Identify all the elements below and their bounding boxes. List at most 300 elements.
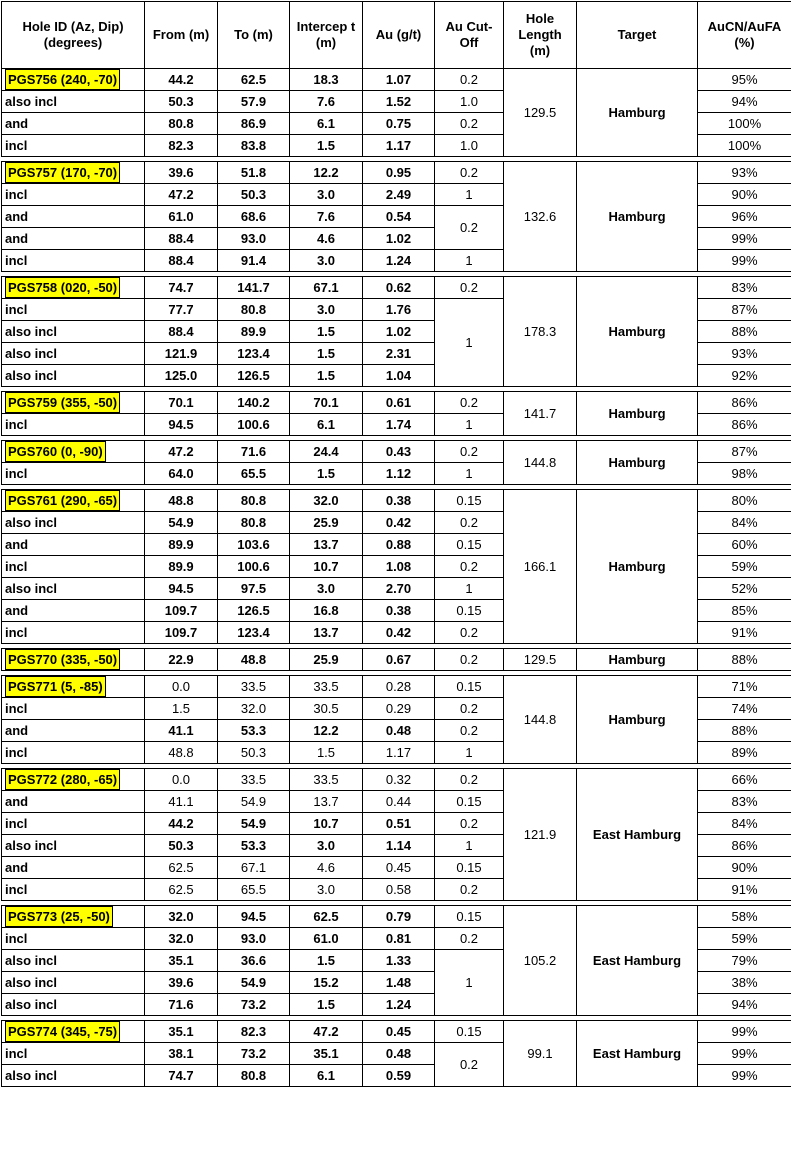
- interval-label: incl: [5, 931, 27, 946]
- intercept-cell: 1.5: [290, 365, 363, 387]
- to-cell: 100.6: [218, 414, 290, 436]
- au-cell: 0.81: [363, 928, 435, 950]
- interval-label-cell: [2, 1043, 145, 1065]
- au-cell: 1.48: [363, 972, 435, 994]
- au-cell: 1.52: [363, 91, 435, 113]
- hole-length-cell: 132.6: [504, 162, 577, 272]
- to-cell: 36.6: [218, 950, 290, 972]
- aucn-aufa-cell: 86%: [698, 835, 791, 857]
- au-cell: 1.17: [363, 742, 435, 764]
- aucn-aufa-cell: 89%: [698, 742, 791, 764]
- interval-label: also incl: [5, 953, 57, 968]
- aucn-aufa-cell: 99%: [698, 1021, 791, 1043]
- interval-label: incl: [5, 882, 27, 897]
- interval-label: and: [5, 603, 28, 618]
- to-cell: 93.0: [218, 928, 290, 950]
- from-cell: 109.7: [145, 600, 218, 622]
- au-cell: 1.07: [363, 69, 435, 91]
- au-cutoff-cell: 0.2: [435, 162, 504, 184]
- intercept-cell: 3.0: [290, 299, 363, 321]
- au-cutoff-cell: 1: [435, 578, 504, 600]
- interval-label: also incl: [5, 368, 57, 383]
- from-cell: 89.9: [145, 534, 218, 556]
- header-aucn-aufa: AuCN/AuFA (%): [698, 2, 791, 69]
- hole-length-cell: 178.3: [504, 277, 577, 387]
- header-to: To (m): [218, 2, 290, 69]
- from-cell: 74.7: [145, 277, 218, 299]
- hole-id-cell: [2, 441, 145, 463]
- to-cell: 67.1: [218, 857, 290, 879]
- table-row: [2, 649, 791, 671]
- intercept-cell: 6.1: [290, 113, 363, 135]
- interval-label: incl: [5, 625, 27, 640]
- from-cell: 38.1: [145, 1043, 218, 1065]
- from-cell: 32.0: [145, 906, 218, 928]
- intercept-cell: 25.9: [290, 512, 363, 534]
- intercept-cell: 70.1: [290, 392, 363, 414]
- au-cutoff-cell: 1: [435, 184, 504, 206]
- au-cutoff-cell: 1: [435, 414, 504, 436]
- header-row: [2, 2, 791, 69]
- to-cell: 94.5: [218, 906, 290, 928]
- to-cell: 73.2: [218, 1043, 290, 1065]
- au-cell: 0.51: [363, 813, 435, 835]
- interval-label: also incl: [5, 324, 57, 339]
- interval-label-cell: [2, 742, 145, 764]
- intercept-cell: 67.1: [290, 277, 363, 299]
- au-cell: 2.49: [363, 184, 435, 206]
- aucn-aufa-cell: 91%: [698, 879, 791, 901]
- from-cell: 35.1: [145, 1021, 218, 1043]
- from-cell: 62.5: [145, 857, 218, 879]
- interval-label-cell: [2, 879, 145, 901]
- from-cell: 77.7: [145, 299, 218, 321]
- interval-label: incl: [5, 253, 27, 268]
- intercept-cell: 1.5: [290, 321, 363, 343]
- au-cell: 0.43: [363, 441, 435, 463]
- interval-label-cell: [2, 365, 145, 387]
- table-body: [2, 69, 791, 1087]
- intercept-cell: 3.0: [290, 835, 363, 857]
- aucn-aufa-cell: 88%: [698, 720, 791, 742]
- to-cell: 80.8: [218, 299, 290, 321]
- interval-label-cell: [2, 600, 145, 622]
- to-cell: 86.9: [218, 113, 290, 135]
- au-cutoff-cell: 0.2: [435, 720, 504, 742]
- hole-id-label: PGS758 (020, -50): [5, 277, 120, 298]
- interval-label-cell: [2, 813, 145, 835]
- au-cutoff-cell: 0.15: [435, 534, 504, 556]
- table-row: [2, 441, 791, 463]
- header-intercept: Intercep t (m): [290, 2, 363, 69]
- to-cell: 48.8: [218, 649, 290, 671]
- intercept-cell: 33.5: [290, 769, 363, 791]
- to-cell: 89.9: [218, 321, 290, 343]
- to-cell: 54.9: [218, 972, 290, 994]
- hole-id-label: PGS773 (25, -50): [5, 906, 113, 927]
- to-cell: 54.9: [218, 813, 290, 835]
- au-cell: 0.58: [363, 879, 435, 901]
- to-cell: 103.6: [218, 534, 290, 556]
- intercept-cell: 4.6: [290, 228, 363, 250]
- aucn-aufa-cell: 83%: [698, 791, 791, 813]
- hole-length-cell: 144.8: [504, 676, 577, 764]
- interval-label: and: [5, 231, 28, 246]
- au-cutoff-cell: 1: [435, 835, 504, 857]
- intercept-cell: 3.0: [290, 184, 363, 206]
- from-cell: 50.3: [145, 91, 218, 113]
- au-cell: 0.48: [363, 1043, 435, 1065]
- from-cell: 39.6: [145, 972, 218, 994]
- aucn-aufa-cell: 66%: [698, 769, 791, 791]
- au-cutoff-cell: 0.2: [435, 622, 504, 644]
- interval-label-cell: [2, 113, 145, 135]
- interval-label: and: [5, 209, 28, 224]
- au-cutoff-cell: 0.2: [435, 928, 504, 950]
- hole-length-cell: 129.5: [504, 649, 577, 671]
- to-cell: 65.5: [218, 879, 290, 901]
- interval-label: incl: [5, 417, 27, 432]
- table-header: [2, 2, 791, 69]
- au-cell: 1.12: [363, 463, 435, 485]
- from-cell: 22.9: [145, 649, 218, 671]
- aucn-aufa-cell: 84%: [698, 512, 791, 534]
- intercept-cell: 25.9: [290, 649, 363, 671]
- to-cell: 33.5: [218, 676, 290, 698]
- aucn-aufa-cell: 83%: [698, 277, 791, 299]
- to-cell: 80.8: [218, 490, 290, 512]
- au-cell: 0.38: [363, 490, 435, 512]
- aucn-aufa-cell: 99%: [698, 228, 791, 250]
- interval-label-cell: [2, 184, 145, 206]
- intercept-cell: 12.2: [290, 162, 363, 184]
- au-cutoff-cell: 0.2: [435, 206, 504, 250]
- au-cell: 1.14: [363, 835, 435, 857]
- au-cell: 2.70: [363, 578, 435, 600]
- au-cutoff-cell: 0.2: [435, 556, 504, 578]
- intercept-cell: 35.1: [290, 1043, 363, 1065]
- to-cell: 83.8: [218, 135, 290, 157]
- aucn-aufa-cell: 85%: [698, 600, 791, 622]
- target-cell: East Hamburg: [577, 769, 698, 901]
- hole-id-cell: [2, 906, 145, 928]
- au-cell: 1.24: [363, 250, 435, 272]
- from-cell: 94.5: [145, 414, 218, 436]
- hole-id-label: PGS761 (290, -65): [5, 490, 120, 511]
- au-cell: 0.67: [363, 649, 435, 671]
- intercept-cell: 33.5: [290, 676, 363, 698]
- intercept-cell: 13.7: [290, 791, 363, 813]
- header-hole-length: Hole Length (m): [504, 2, 577, 69]
- from-cell: 121.9: [145, 343, 218, 365]
- intercept-cell: 15.2: [290, 972, 363, 994]
- intercept-cell: 6.1: [290, 414, 363, 436]
- to-cell: 123.4: [218, 343, 290, 365]
- to-cell: 80.8: [218, 1065, 290, 1087]
- au-cutoff-cell: 1: [435, 950, 504, 1016]
- au-cell: 1.02: [363, 321, 435, 343]
- intercept-cell: 10.7: [290, 813, 363, 835]
- intercept-cell: 61.0: [290, 928, 363, 950]
- aucn-aufa-cell: 74%: [698, 698, 791, 720]
- interval-label-cell: [2, 928, 145, 950]
- header-au-cutoff: Au Cut-Off: [435, 2, 504, 69]
- interval-label: incl: [5, 701, 27, 716]
- to-cell: 68.6: [218, 206, 290, 228]
- table-row: [2, 490, 791, 512]
- au-cell: 1.02: [363, 228, 435, 250]
- to-cell: 97.5: [218, 578, 290, 600]
- interval-label: incl: [5, 187, 27, 202]
- hole-id-label: PGS759 (355, -50): [5, 392, 120, 413]
- au-cutoff-cell: 0.15: [435, 1021, 504, 1043]
- aucn-aufa-cell: 86%: [698, 392, 791, 414]
- au-cell: 0.38: [363, 600, 435, 622]
- to-cell: 100.6: [218, 556, 290, 578]
- au-cell: 0.61: [363, 392, 435, 414]
- intercept-cell: 18.3: [290, 69, 363, 91]
- from-cell: 88.4: [145, 321, 218, 343]
- target-cell: East Hamburg: [577, 906, 698, 1016]
- hole-id-label: PGS771 (5, -85): [5, 676, 106, 697]
- interval-label-cell: [2, 622, 145, 644]
- aucn-aufa-cell: 88%: [698, 649, 791, 671]
- interval-label-cell: [2, 135, 145, 157]
- au-cell: 1.24: [363, 994, 435, 1016]
- interval-label: also incl: [5, 975, 57, 990]
- intercept-cell: 1.5: [290, 950, 363, 972]
- aucn-aufa-cell: 100%: [698, 135, 791, 157]
- to-cell: 50.3: [218, 742, 290, 764]
- from-cell: 48.8: [145, 490, 218, 512]
- to-cell: 65.5: [218, 463, 290, 485]
- interval-label: also incl: [5, 581, 57, 596]
- au-cutoff-cell: 0.15: [435, 676, 504, 698]
- from-cell: 88.4: [145, 228, 218, 250]
- to-cell: 141.7: [218, 277, 290, 299]
- intercept-cell: 62.5: [290, 906, 363, 928]
- au-cell: 0.54: [363, 206, 435, 228]
- header-target: Target: [577, 2, 698, 69]
- intercept-cell: 3.0: [290, 578, 363, 600]
- intercept-cell: 24.4: [290, 441, 363, 463]
- intercept-cell: 12.2: [290, 720, 363, 742]
- aucn-aufa-cell: 99%: [698, 1043, 791, 1065]
- intercept-cell: 3.0: [290, 250, 363, 272]
- interval-label: also incl: [5, 515, 57, 530]
- intercept-cell: 1.5: [290, 742, 363, 764]
- interval-label-cell: [2, 994, 145, 1016]
- from-cell: 54.9: [145, 512, 218, 534]
- aucn-aufa-cell: 93%: [698, 162, 791, 184]
- interval-label-cell: [2, 950, 145, 972]
- aucn-aufa-cell: 96%: [698, 206, 791, 228]
- aucn-aufa-cell: 87%: [698, 299, 791, 321]
- intercept-cell: 1.5: [290, 135, 363, 157]
- from-cell: 41.1: [145, 720, 218, 742]
- intercept-cell: 32.0: [290, 490, 363, 512]
- au-cutoff-cell: 1.0: [435, 91, 504, 113]
- interval-label-cell: [2, 791, 145, 813]
- table-row: [2, 69, 791, 91]
- aucn-aufa-cell: 80%: [698, 490, 791, 512]
- aucn-aufa-cell: 99%: [698, 1065, 791, 1087]
- interval-label: and: [5, 116, 28, 131]
- aucn-aufa-cell: 95%: [698, 69, 791, 91]
- interval-label-cell: [2, 414, 145, 436]
- to-cell: 140.2: [218, 392, 290, 414]
- interval-label-cell: [2, 1065, 145, 1087]
- from-cell: 71.6: [145, 994, 218, 1016]
- au-cell: 1.08: [363, 556, 435, 578]
- interval-label: and: [5, 860, 28, 875]
- from-cell: 44.2: [145, 69, 218, 91]
- au-cell: 0.44: [363, 791, 435, 813]
- aucn-aufa-cell: 58%: [698, 906, 791, 928]
- from-cell: 44.2: [145, 813, 218, 835]
- to-cell: 50.3: [218, 184, 290, 206]
- interval-label: incl: [5, 745, 27, 760]
- interval-label-cell: [2, 299, 145, 321]
- interval-label: also incl: [5, 997, 57, 1012]
- interval-label-cell: [2, 972, 145, 994]
- interval-label-cell: [2, 321, 145, 343]
- au-cutoff-cell: 0.15: [435, 906, 504, 928]
- aucn-aufa-cell: 93%: [698, 343, 791, 365]
- aucn-aufa-cell: 91%: [698, 622, 791, 644]
- au-cutoff-cell: 0.15: [435, 791, 504, 813]
- to-cell: 80.8: [218, 512, 290, 534]
- to-cell: 53.3: [218, 835, 290, 857]
- interval-label-cell: [2, 556, 145, 578]
- au-cutoff-cell: 0.2: [435, 512, 504, 534]
- aucn-aufa-cell: 100%: [698, 113, 791, 135]
- from-cell: 39.6: [145, 162, 218, 184]
- intercept-cell: 6.1: [290, 1065, 363, 1087]
- aucn-aufa-cell: 59%: [698, 928, 791, 950]
- hole-length-cell: 141.7: [504, 392, 577, 436]
- intercept-cell: 13.7: [290, 622, 363, 644]
- intercept-cell: 7.6: [290, 206, 363, 228]
- interval-label: also incl: [5, 838, 57, 853]
- au-cutoff-cell: 0.2: [435, 1043, 504, 1087]
- from-cell: 109.7: [145, 622, 218, 644]
- intercept-cell: 30.5: [290, 698, 363, 720]
- au-cell: 0.29: [363, 698, 435, 720]
- from-cell: 47.2: [145, 184, 218, 206]
- interval-label: incl: [5, 138, 27, 153]
- to-cell: 53.3: [218, 720, 290, 742]
- to-cell: 57.9: [218, 91, 290, 113]
- hole-length-cell: 129.5: [504, 69, 577, 157]
- interval-label-cell: [2, 512, 145, 534]
- from-cell: 50.3: [145, 835, 218, 857]
- au-cell: 1.74: [363, 414, 435, 436]
- target-cell: Hamburg: [577, 277, 698, 387]
- interval-label-cell: [2, 206, 145, 228]
- aucn-aufa-cell: 79%: [698, 950, 791, 972]
- interval-label-cell: [2, 835, 145, 857]
- aucn-aufa-cell: 98%: [698, 463, 791, 485]
- hole-id-cell: [2, 1021, 145, 1043]
- hole-id-cell: [2, 69, 145, 91]
- au-cell: 0.88: [363, 534, 435, 556]
- interval-label: incl: [5, 816, 27, 831]
- intercept-cell: 1.5: [290, 994, 363, 1016]
- au-cell: 0.75: [363, 113, 435, 135]
- au-cutoff-cell: 0.2: [435, 698, 504, 720]
- interval-label-cell: [2, 250, 145, 272]
- aucn-aufa-cell: 92%: [698, 365, 791, 387]
- hole-length-cell: 166.1: [504, 490, 577, 644]
- aucn-aufa-cell: 38%: [698, 972, 791, 994]
- au-cell: 1.04: [363, 365, 435, 387]
- header-hole-id: Hole ID (Az, Dip) (degrees): [2, 2, 145, 69]
- intercept-cell: 3.0: [290, 879, 363, 901]
- target-cell: Hamburg: [577, 162, 698, 272]
- to-cell: 126.5: [218, 600, 290, 622]
- from-cell: 1.5: [145, 698, 218, 720]
- hole-length-cell: 121.9: [504, 769, 577, 901]
- to-cell: 33.5: [218, 769, 290, 791]
- interval-label-cell: [2, 720, 145, 742]
- to-cell: 71.6: [218, 441, 290, 463]
- from-cell: 61.0: [145, 206, 218, 228]
- to-cell: 62.5: [218, 69, 290, 91]
- from-cell: 89.9: [145, 556, 218, 578]
- au-cell: 0.48: [363, 720, 435, 742]
- hole-id-cell: [2, 649, 145, 671]
- aucn-aufa-cell: 87%: [698, 441, 791, 463]
- from-cell: 82.3: [145, 135, 218, 157]
- interval-label: also incl: [5, 94, 57, 109]
- au-cutoff-cell: 0.2: [435, 69, 504, 91]
- au-cutoff-cell: 0.2: [435, 813, 504, 835]
- hole-length-cell: 99.1: [504, 1021, 577, 1087]
- from-cell: 48.8: [145, 742, 218, 764]
- aucn-aufa-cell: 59%: [698, 556, 791, 578]
- intercept-cell: 1.5: [290, 463, 363, 485]
- from-cell: 94.5: [145, 578, 218, 600]
- hole-id-cell: [2, 490, 145, 512]
- from-cell: 47.2: [145, 441, 218, 463]
- table-row: [2, 392, 791, 414]
- intercept-cell: 13.7: [290, 534, 363, 556]
- hole-id-cell: [2, 769, 145, 791]
- hole-length-cell: 144.8: [504, 441, 577, 485]
- header-au: Au (g/t): [363, 2, 435, 69]
- aucn-aufa-cell: 94%: [698, 91, 791, 113]
- table-row: [2, 906, 791, 928]
- interval-label-cell: [2, 91, 145, 113]
- au-cell: 0.79: [363, 906, 435, 928]
- from-cell: 41.1: [145, 791, 218, 813]
- au-cell: 0.45: [363, 1021, 435, 1043]
- au-cell: 0.62: [363, 277, 435, 299]
- hole-id-cell: [2, 162, 145, 184]
- au-cell: 2.31: [363, 343, 435, 365]
- hole-id-label: PGS774 (345, -75): [5, 1021, 120, 1042]
- target-cell: Hamburg: [577, 490, 698, 644]
- hole-length-cell: 105.2: [504, 906, 577, 1016]
- au-cutoff-cell: 0.2: [435, 769, 504, 791]
- from-cell: 62.5: [145, 879, 218, 901]
- aucn-aufa-cell: 94%: [698, 994, 791, 1016]
- from-cell: 35.1: [145, 950, 218, 972]
- from-cell: 70.1: [145, 392, 218, 414]
- aucn-aufa-cell: 71%: [698, 676, 791, 698]
- to-cell: 82.3: [218, 1021, 290, 1043]
